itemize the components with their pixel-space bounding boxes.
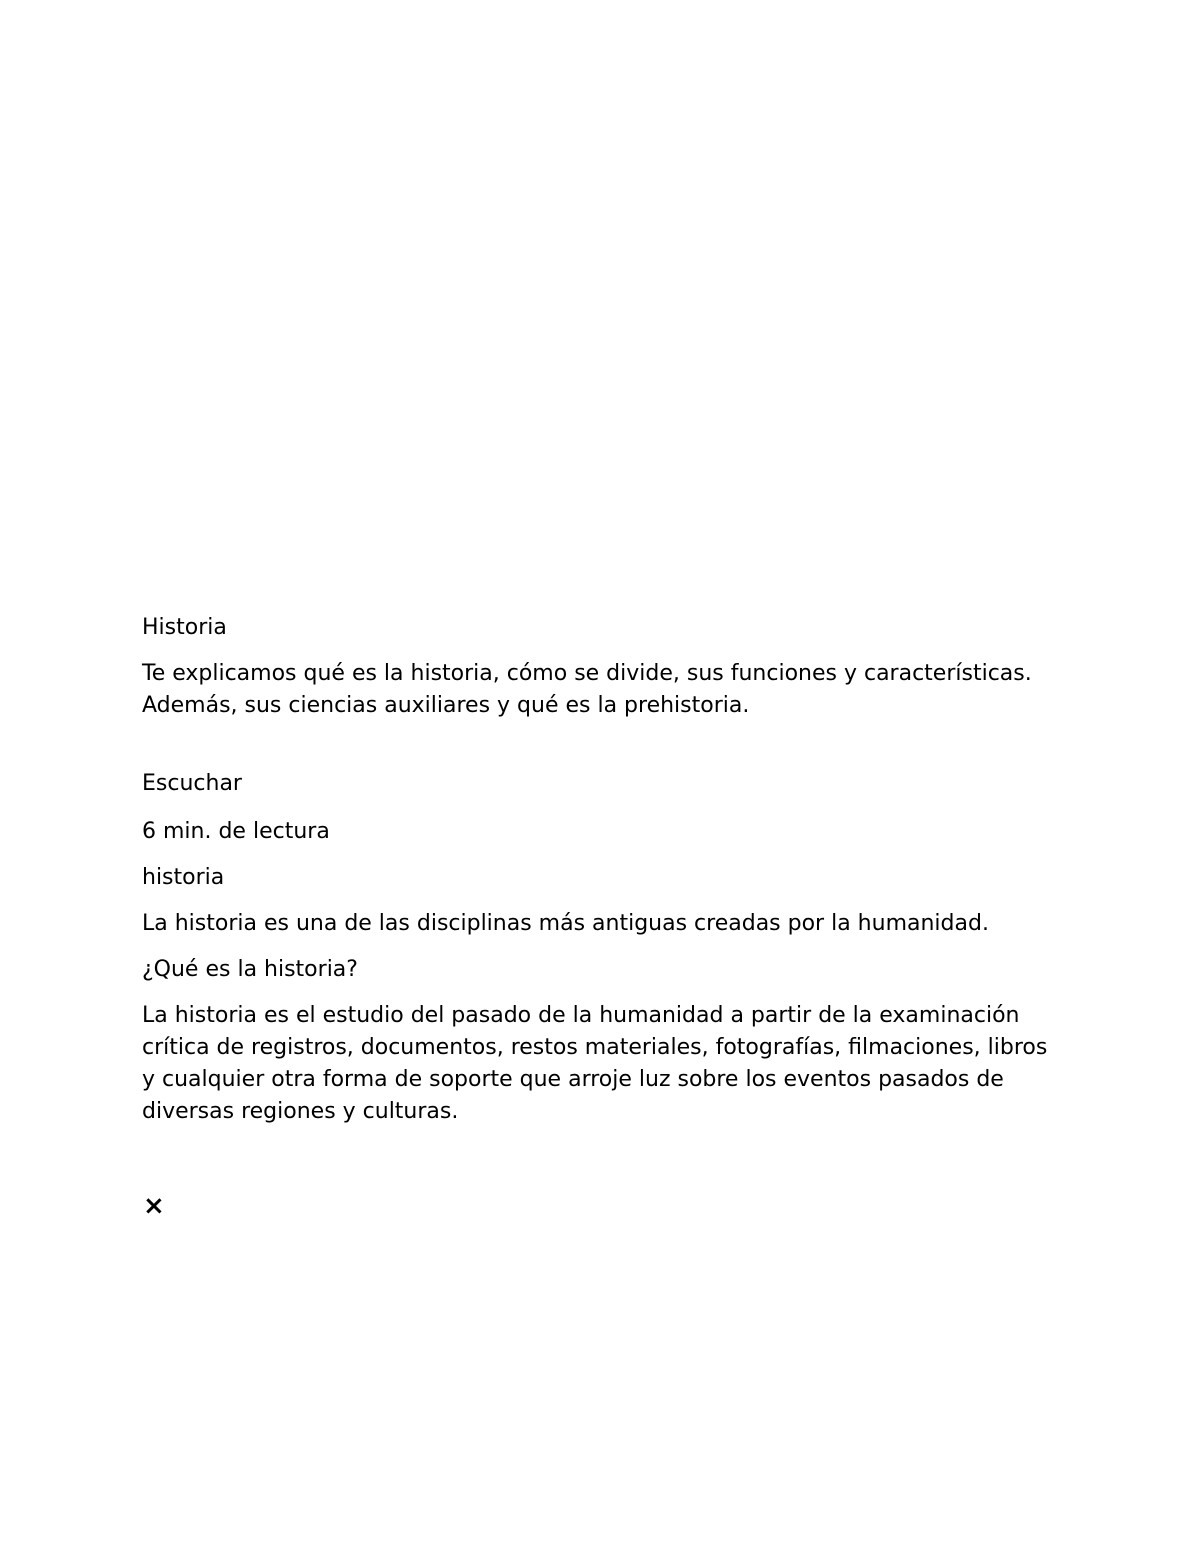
reading-time: 6 min. de lectura [142,819,330,844]
listen-link[interactable]: Escuchar [142,771,242,796]
article-tag: historia [142,865,225,890]
article-intro: Te explicamos qué es la historia, cómo se divide, sus funciones y características. Además, sus ciencias auxiliares y qué es la prehistoria. [142,661,1032,718]
section-body: La historia es el estudio del pasado de la humanidad a partir de la examinación crítica de registros, documentos, restos materiales, fotografías, filmaciones, libros y cualquier otra forma de soporte que arroje luz sobre los eventos pasados de diversas regiones y culturas. [142,1003,1048,1124]
image-caption: La historia es una de las disciplinas más antiguas creadas por la humanidad. [142,911,989,936]
close-icon[interactable]: × [143,1191,165,1221]
page-title: Historia [142,615,227,640]
section-heading: ¿Qué es la historia? [142,957,358,982]
article-content [142,612,1062,1224]
